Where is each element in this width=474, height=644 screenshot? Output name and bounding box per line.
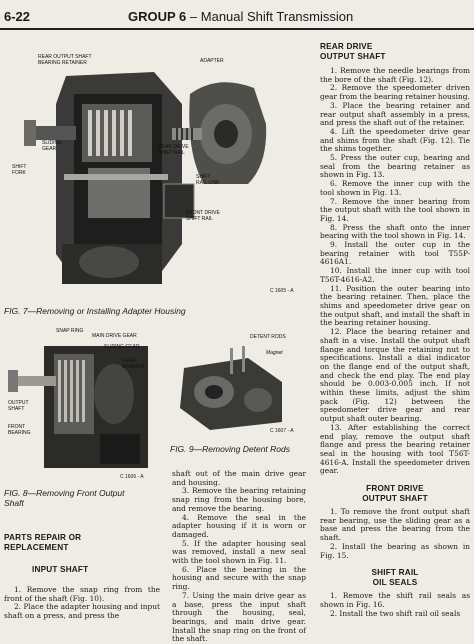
- front-drive-output-heading: FRONT DRIVE OUTPUT SHAFT: [362, 484, 428, 504]
- fig7-label-adapter: ADAPTER: [200, 58, 224, 64]
- fig8-code: C 1606 - A: [120, 474, 144, 480]
- fig9-caption: FIG. 9—Removing Detent Rods: [170, 444, 291, 454]
- front-drive-body: 1. To remove the front output shaft rear bearing, use the sliding gear as a base and press the bearing from the shaft. 2. Install the bearing as shown in Fig. 15.: [320, 507, 470, 560]
- fig8-label-main-drive-gear: MAIN DRIVE GEAR: [92, 333, 137, 339]
- manual-title: Manual Shift Transmission: [200, 9, 354, 24]
- left-column-body: 1. Remove the snap ring from the front of the shaft (Fig. 10). 2. Place the adapter housing and input shaft on a press, and press the: [4, 585, 160, 621]
- fig8-label-output-shaft: OUTPUT SHAFT: [8, 400, 29, 412]
- fig7-code: C 1605 - A: [270, 288, 294, 294]
- fig9-label-magnet: Magnet: [266, 350, 283, 356]
- rear-drive-body: 1. Remove the needle bearings from the bore of the shaft (Fig. 12). 2. Remove the speedometer driven gear from the bearing retainer housing. 3. Place the bearing retainer and rear output shaft assembly in a press, and press the shaft out of the retainer. 4. Lift the speedometer drive gear and shims from the shaft (Fig. 12). Tie the shims together. 5. Press the outer cup, bearing and seal from the bearing retainer as shown in Fig. 13. 6. Remove the inner cup with the tool shown in Fig. 13. 7. Remove the inner bearing from the output shaft with the tool shown in Fig. 14. 8. Press the shaft onto the inner bearing with the tool shown in Fig. 14. 9. Install the outer cup in the bearing retainer with tool T55P-4616A1. 10. Install the inner cup with tool T56T-4616-A2. 11. Position the outer bearing into the bearing retainer. Then, place the shims and speedometer drive gear on the output shaft, and install the shaft in the bearing retainer housing. 12. Place the bearing retainer and shaft in a vise. Install the output shaft flange and torque the retaining nut to specifications. Install a dial indicator on the flange end of the output shaft, and check the end play. The end play should be 0.003-0.005 inch. If not within these limits, adjust the shim pack (Fig. 12) between the speedometer drive gear and rear output shaft outer bearing. 13. After establishing the correct end play, remove the output shaft flange and press the bearing retainer seal in the housing with tool T56T-4616-A. Install the speedometer driven gear.: [320, 66, 470, 476]
- fig7-label-rear-output-retainer: REAR OUTPUT SHAFT BEARING RETAINER: [38, 54, 92, 66]
- fig8-label-snap-ring: SNAP RING: [56, 328, 84, 334]
- shift-rail-oil-seals-heading: SHIFT RAIL OIL SEALS: [371, 568, 419, 588]
- fig7-label-shift-rail-link: SHIFT RAIL LINK: [196, 174, 220, 186]
- left-column: [4, 533, 160, 621]
- shift-rail-body: 1. Remove the shift rail seals as shown in Fig. 16. 2. Install the two shift rail oil seals: [320, 591, 470, 618]
- fig8-label-front-bearing: FRONT BEARING: [8, 424, 31, 436]
- fig8-label-rear-bearing: REAR BEARING: [122, 358, 145, 370]
- fig7-figure: [4, 34, 310, 304]
- input-shaft-heading: INPUT SHAFT: [32, 565, 89, 574]
- fig7-photo: [4, 34, 310, 304]
- fig9-figure: [170, 330, 310, 438]
- header-dash: –: [189, 9, 198, 24]
- group-label: GROUP 6: [128, 9, 187, 24]
- parts-repair-heading: PARTS REPAIR OR REPLACEMENT: [4, 533, 82, 552]
- rear-drive-output-heading: REAR DRIVE OUTPUT SHAFT: [320, 42, 386, 61]
- fig8-figure: [4, 324, 154, 482]
- header-rule: [0, 28, 474, 30]
- fig7-label-rear-drive-shift-rail: REAR DRIVE SHIFT RAIL: [158, 144, 189, 156]
- fig7-label-front-drive-shift-rail: FRONT DRIVE SHIFT RAIL: [186, 210, 220, 222]
- page-number: 6-22: [4, 9, 31, 24]
- fig9-code: C 1607 - A: [270, 428, 294, 434]
- fig9-label-detent-rods: DETENT RODS: [250, 334, 286, 340]
- fig8-label-sliding-gear: SLIDING GEAR: [104, 344, 140, 350]
- fig7-caption: FIG. 7—Removing or Installing Adapter Housing: [4, 306, 186, 316]
- fig7-label-sliding-gear: SLIDING GEAR: [42, 140, 63, 152]
- right-column: [320, 42, 470, 618]
- middle-column: shaft out of the main drive gear and housing. 3. Remove the bearing retaining snap ring from the housing bore, and remove the bearing. 4. Remove the seal in the adapter housing if it is worn or damaged. 5. If the adapter housing seal was removed, install a new seal with the tool shown in Fig. 11. 6. Place the bearing in the housing and secure with the snap ring. 7. Using the main drive gear as a base, press the input shaft through the housing, seal, bearings, and main drive gear. Install the snap ring on the front of the shaft.: [172, 469, 306, 644]
- fig9-photo: [170, 330, 310, 438]
- page-header-title: [128, 9, 353, 24]
- fig8-caption: FIG. 8—Removing Front Output Shaft: [4, 488, 125, 508]
- fig7-label-shift-fork: SHIFT FORK: [12, 164, 27, 176]
